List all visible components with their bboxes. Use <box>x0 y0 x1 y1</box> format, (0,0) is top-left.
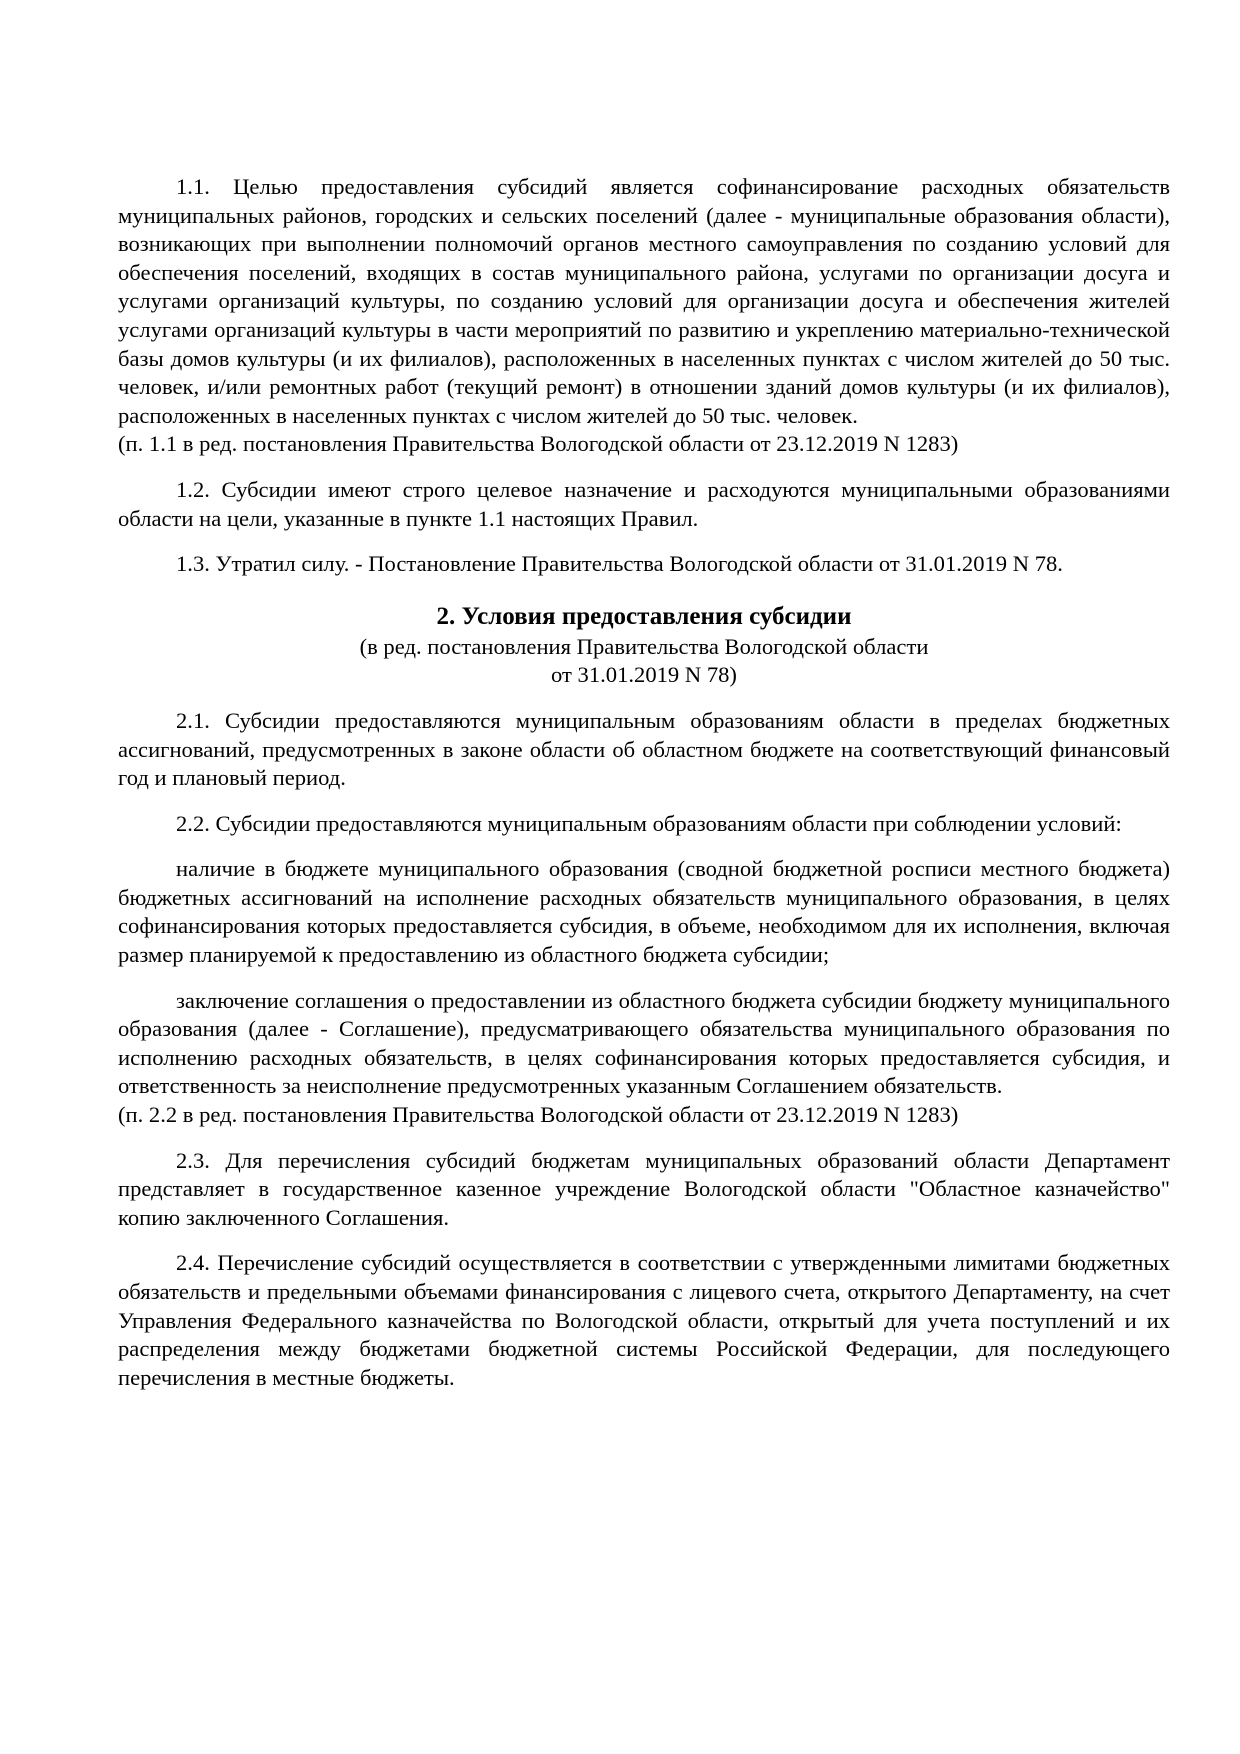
paragraph-2-1: 2.1. Субсидии предоставляются муниципальным образованиям области в пределах бюджетных ассигнований, предусмотренных в законе области об областном бюджете на соответствующий финансовый год и плановый период. <box>118 707 1170 791</box>
section-2-note-line-2: от 31.01.2019 N 78) <box>551 662 737 688</box>
paragraph-2-2-condition-a: наличие в бюджете муниципального образования (сводной бюджетной росписи местного бюджета) бюджетных ассигнований на исполнение расходных обязательств муниципального образования, в целях софинансирования которых предоставляется субсидия, в объеме, необходимом для их исполнения, включая размер планируемой к предоставлению из областного бюджета субсидии; <box>118 856 1170 968</box>
paragraph-1-3: 1.3. Утратил силу. - Постановление Правительства Вологодской области от 31.01.2019 N 78. <box>176 551 1063 577</box>
section-2-note-line-1: (в ред. постановления Правительства Вологодской области <box>359 633 929 659</box>
paragraph-2-4: 2.4. Перечисление субсидий осуществляется в соответствии с утвержденными лимитами бюджетных обязательств и предельными объемами финансирования с лицевого счета, открытого Департаменту, на счет Управления Федерального казначейства по Вологодской области, открытый для учета поступлений и их распределения между бюджетами бюджетной системы Российской Федерации, для последующего перечисления в местные бюджеты. <box>118 1250 1170 1390</box>
section-2-title: 2. Условия предоставления субсидии <box>436 602 852 630</box>
amendment-note-1-1: (п. 1.1 в ред. постановления Правительства Вологодской области от 23.12.2019 N 1283) <box>118 431 959 457</box>
paragraph-1-1: 1.1. Целью предоставления субсидий является софинансирование расходных обязательств муниципальных районов, городских и сельских поселений (далее - муниципальные образования области), возникающих при выполнении полномочий органов местного самоуправления по созданию условий для обеспечения поселений, входящих в состав муниципального района, услугами по организации досуга и услугами организаций культуры, по созданию условий для организации досуга и обеспечения жителей услугами организаций культуры в части мероприятий по развитию и укреплению материально-технической базы домов культуры (и их филиалов), расположенных в населенных пунктах с числом жителей до 50 тыс. человек, и/или ремонтных работ (текущий ремонт) в отношении зданий домов культуры (и их филиалов), расположенных в населенных пунктах с числом жителей до 50 тыс. человек. <box>118 174 1170 428</box>
paragraph-2-3: 2.3. Для перечисления субсидий бюджетам муниципальных образований области Департамент представляет в государственное казенное учреждение Вологодской области "Областное казначейство" копию заключенного Соглашения. <box>118 1147 1170 1230</box>
document-body <box>118 173 1170 1392</box>
paragraph-2-2: 2.2. Субсидии предоставляются муниципальным образованиям области при соблюдении условий: <box>176 810 1122 836</box>
amendment-note-2-2: (п. 2.2 в ред. постановления Правительства Вологодской области от 23.12.2019 N 1283) <box>118 1102 959 1128</box>
paragraph-2-2-condition-b: заключение соглашения о предоставлении из областного бюджета субсидии бюджету муниципального образования (далее - Соглашение), предусматривающего обязательства муниципального образования по исполнению расходных обязательств, в целях софинансирования которых предоставляется субсидия, и ответственность за неисполнение предусмотренных указанным Соглашением обязательств. <box>118 987 1170 1099</box>
paragraph-1-2: 1.2. Субсидии имеют строго целевое назначение и расходуются муниципальными образованиями области на цели, указанные в пункте 1.1 настоящих Правил. <box>118 476 1170 531</box>
